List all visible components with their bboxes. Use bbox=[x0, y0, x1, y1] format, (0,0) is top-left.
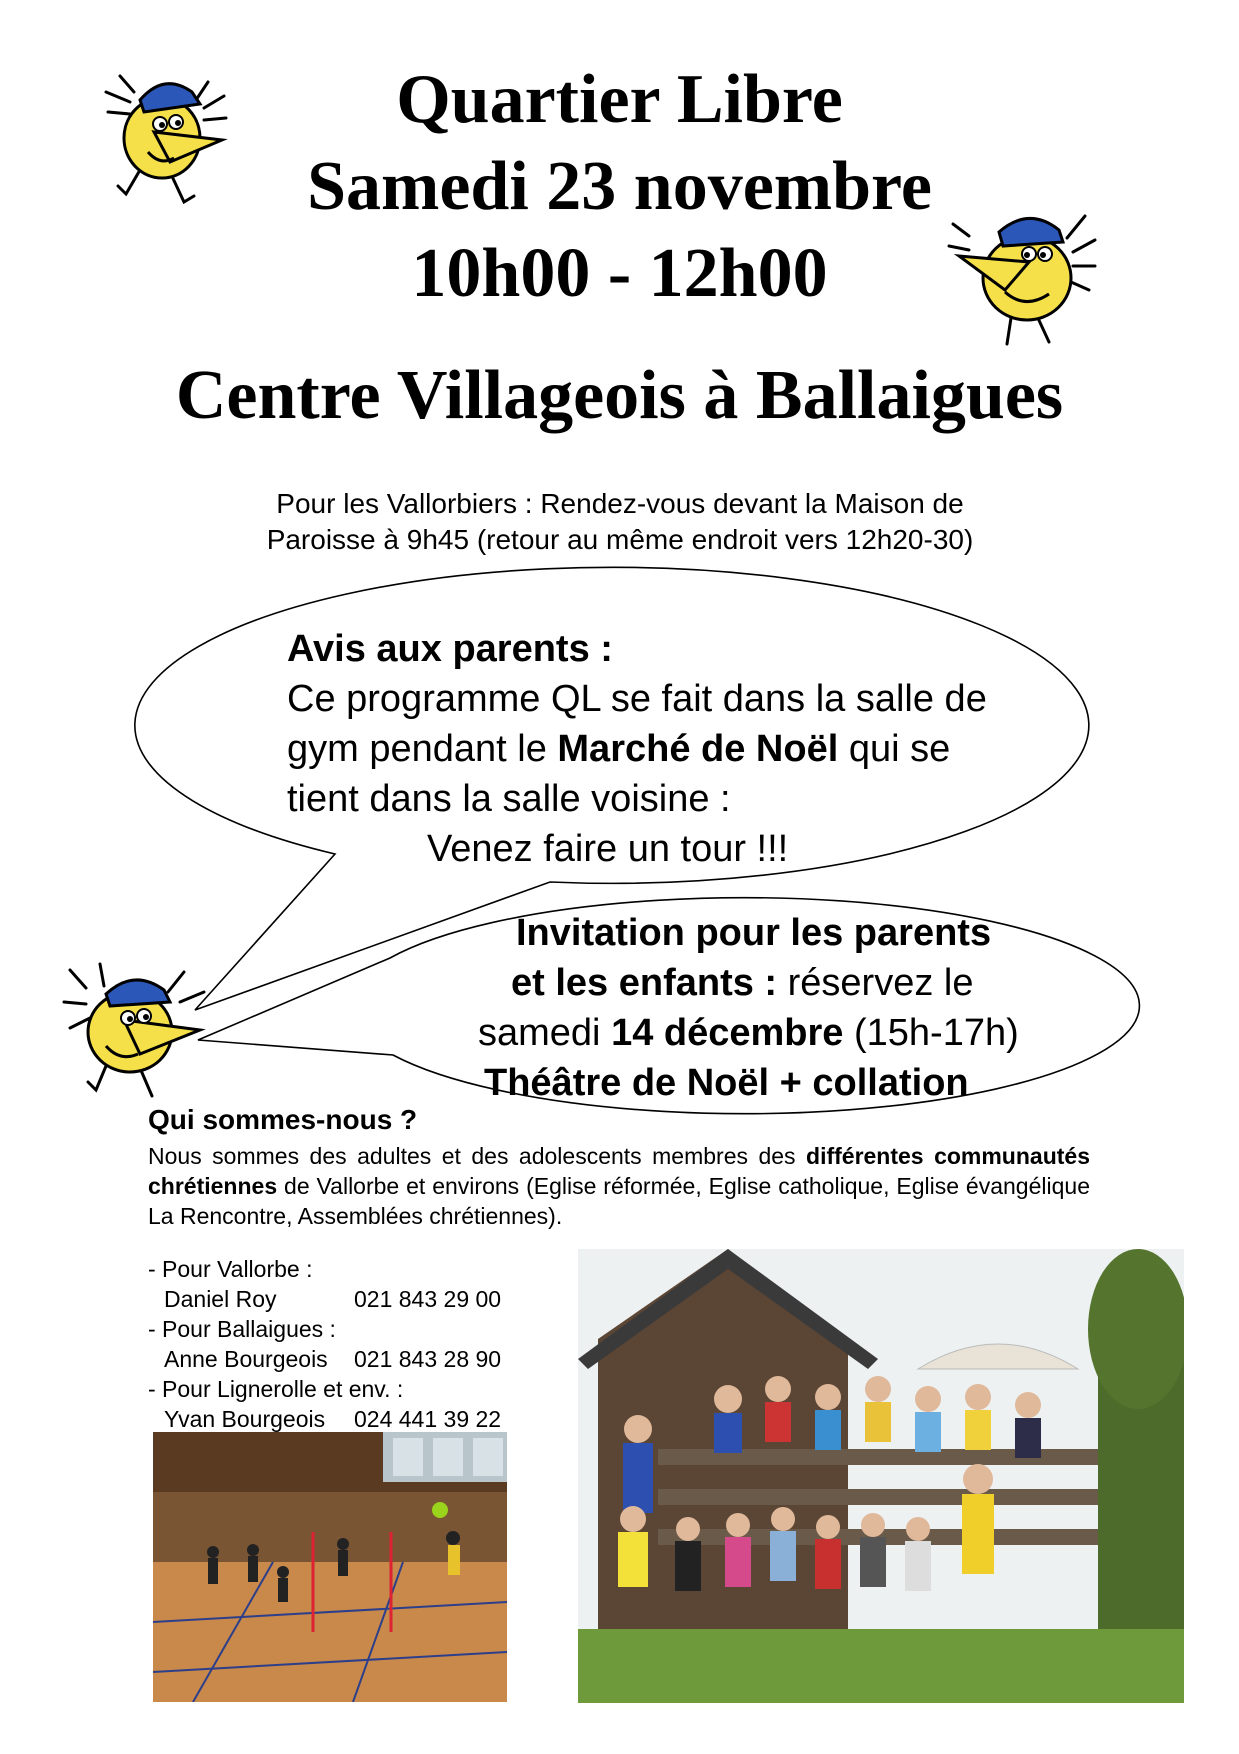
invitation-line-3: samedi 14 décembre (15h-17h) bbox=[478, 1012, 1019, 1054]
invitation-line-4: Théâtre de Noël + collation bbox=[484, 1062, 969, 1104]
parents-notice bbox=[287, 624, 1087, 874]
contact-region: - Pour Ballaigues : bbox=[148, 1316, 336, 1342]
invitation-line-1: Invitation pour les parents bbox=[516, 912, 992, 954]
contact-row bbox=[148, 1284, 568, 1314]
invitation-text bbox=[470, 908, 1070, 1108]
contact-region: - Pour Lignerolle et env. : bbox=[148, 1376, 404, 1402]
title-line: Quartier Libre bbox=[396, 61, 843, 138]
contact-phone: 021 843 28 90 bbox=[354, 1346, 502, 1372]
contact-row bbox=[148, 1404, 568, 1434]
contact-row bbox=[148, 1344, 568, 1374]
notice-heading: Avis aux parents : bbox=[287, 628, 613, 670]
meeting-line-2: Paroisse à 9h45 (retour au même endroit vers 12h20-30) bbox=[266, 524, 974, 555]
about-title: Qui sommes-nous ? bbox=[148, 1104, 418, 1135]
contact-name: Daniel Roy bbox=[164, 1286, 277, 1312]
meeting-line-1: Pour les Vallorbiers : Rendez-vous devant la Maison de bbox=[276, 488, 964, 519]
invitation-line-2: et les enfants : réservez le bbox=[511, 962, 974, 1004]
notice-line-4: Venez faire un tour !!! bbox=[427, 828, 789, 870]
time-line: 10h00 - 12h00 bbox=[411, 235, 828, 312]
contact-name: Anne Bourgeois bbox=[164, 1346, 328, 1372]
venue-title: Centre Villageois à Ballaigues bbox=[175, 357, 1064, 434]
about-text: Nous sommes des adultes et des adolescents membres des différentes communautés chrétiennes de Vallorbe et environs (Eglise réformée, Eglise catholique, Eglise évangélique La Rencontre, Assemblées chrétiennes). bbox=[148, 1143, 1090, 1229]
contact-region: - Pour Vallorbe : bbox=[148, 1256, 313, 1282]
contact-phone: 021 843 29 00 bbox=[354, 1286, 502, 1312]
notice-line-1: Ce programme QL se fait dans la salle de bbox=[287, 678, 987, 720]
contact-name: Yvan Bourgeois bbox=[164, 1406, 326, 1432]
group-photo bbox=[578, 1249, 1184, 1703]
notice-line-2: gym pendant le Marché de Noël qui se bbox=[287, 728, 951, 770]
contacts-list bbox=[148, 1254, 568, 1434]
gym-photo bbox=[153, 1432, 507, 1702]
christmas-market: Marché de Noël bbox=[557, 728, 839, 770]
contact-phone: 024 441 39 22 bbox=[354, 1406, 502, 1432]
notice-line-3: tient dans la salle voisine : bbox=[287, 778, 731, 820]
date-line: Samedi 23 novembre bbox=[307, 148, 932, 225]
